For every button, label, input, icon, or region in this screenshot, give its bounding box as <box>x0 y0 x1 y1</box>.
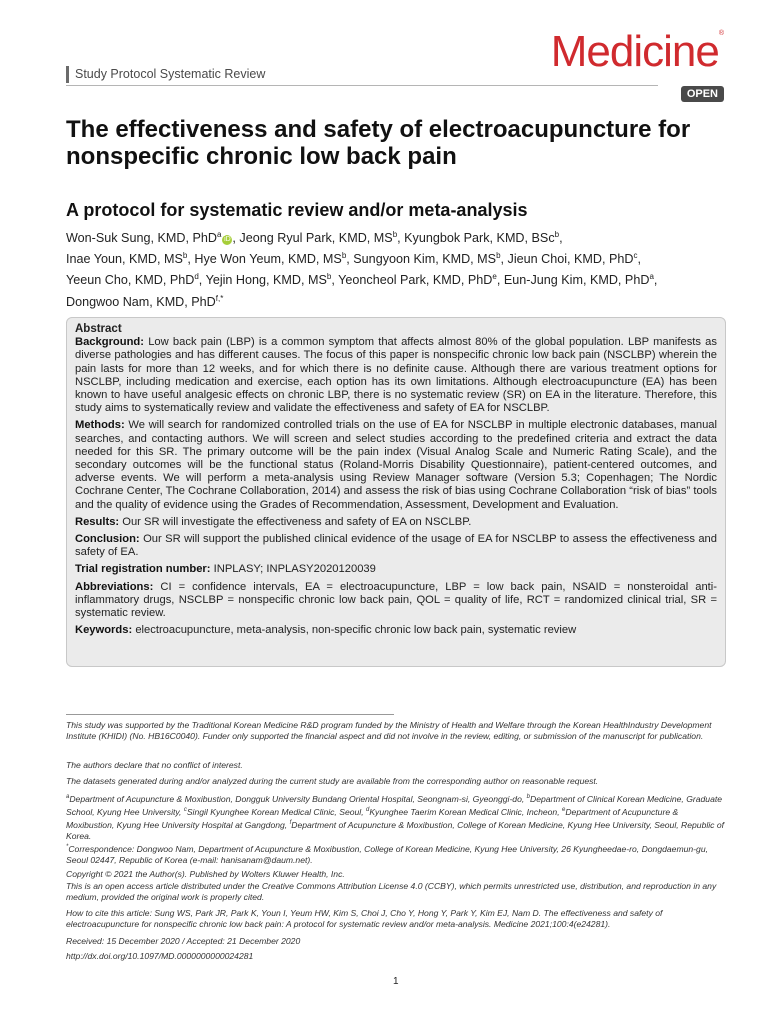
author-name: Won-Suk Sung, KMD, PhD <box>66 231 217 246</box>
author-affiliation: b <box>554 230 560 239</box>
results-text: Our SR will investigate the effectiveness and safety of EA on NSCLBP. <box>122 515 472 528</box>
abstract-methods <box>75 419 717 511</box>
page-number: 1 <box>393 976 399 987</box>
author-affiliation: a <box>649 272 654 282</box>
article-title: The effectiveness and safety of electroacupuncture for nonspecific chronic low back pain <box>66 116 691 170</box>
footnote-rule <box>66 714 394 715</box>
author-affiliation: b <box>182 251 188 261</box>
registered-mark: ® <box>718 30 724 37</box>
affiliation-text: Department of Acupuncture & Moxibustion, Kyung Hee University Hospital at Gangdong, <box>66 807 679 831</box>
author-affiliation: c <box>633 251 638 261</box>
conclusion-label: Conclusion: <box>75 533 140 546</box>
abstract-trial <box>75 563 717 576</box>
funding-note: This study was supported by the Traditional Korean Medicine R&D program funded by the Ministry of Health and Welfare through the Korean HealthIndustry Development Institute (KHIDI) (No. HB16C0040). Funder only supported the financial aspect and did not involve in the review, editing, or submission of the manuscript for publication. <box>66 720 712 742</box>
journal-name: Medicine <box>550 27 719 76</box>
journal-logo <box>550 27 724 102</box>
affiliation-text: Kyunghee Taerim Korean Medical Clinic, Incheon, <box>369 807 562 818</box>
citation-note: How to cite this article: Sung WS, Park JR, Park K, Youn I, Yeum HW, Kim S, Choi J, Cho Y, Hong Y, Park Y, Kim EJ, Nam D. The effectiveness and safety of electroacupuncture for nonspecific chronic low back pain: A protocol for systematic review and/or meta-analysis. Medicine 2021;100:4(e24281). <box>66 908 663 930</box>
author-name: Yeeun Cho, KMD, PhD <box>66 273 195 288</box>
section-label: Study Protocol Systematic Review <box>75 67 266 81</box>
dates-note: Received: 15 December 2020 / Accepted: 21 December 2020 <box>66 936 301 946</box>
affiliation-marker: b <box>526 794 530 800</box>
abstract-conclusion <box>75 533 717 559</box>
doi-link[interactable]: http://dx.doi.org/10.1097/MD.0000000000024281 <box>66 951 254 961</box>
author-affiliation: b <box>341 251 347 261</box>
affiliation-marker: f <box>289 820 292 827</box>
author-affiliation: b <box>496 251 501 261</box>
correspondence-text: Correspondence: Dongwoo Nam, Department of Acupuncture & Moxibustion, College of Korean Medicine, Kyung Hee University, 26 Kyungheedae-ro, Dongdaemun-gu, Seoul 02447, Republic of Korea (e-mail: hanisanam@daum.net). <box>66 843 708 866</box>
affiliation-text: Singil Kyunghee Korean Medical Clinic, Seoul, <box>186 807 366 818</box>
conflict-note: The authors declare that no conflict of interest. <box>66 760 243 770</box>
abstract-box <box>66 317 726 667</box>
abstract-heading: Abstract <box>75 323 122 335</box>
author-list: Won-Suk Sung, KMD, PhD$^a$iD , Jeong Ryul Park, KMD, $MS^b$, Kyungbok Park, KMD, BSc$^b$, Inae Youn, KMD, $MS^b$, Hye Won Yeum, KMD, $MS^b$, Sungyoon Kim, KMD, $MS^b$, Jieun Choi, KMD, PhD$^c$, Yeeun Cho, KMD, PhD$^d$, Yejin Hong, KMD, $MS^b$, Yeoncheol Park, KMD, PhD$^e$, Eun-Jung Kim, KMD, PhD$^a$, Dongwoo Nam, KMD, PhD$^{f,*}$ <box>66 230 658 309</box>
author-name: Jeong Ryul Park, KMD, MS <box>239 231 393 246</box>
section-tag <box>66 66 265 82</box>
methods-text: We will search for randomized controlled trials on the use of EA for NSCLBP in multiple electronic databases, manual searches, and contacting authors. We will screen and select studies according to the predefined criteria and extract the data needed for this SR. The primary outcome will be the pain index (Visual Analog Scale and Numeric Rating Scale), and the secondary outcomes will be the functional status (Roland-Morris Disability Questionnaire), patient-centered outcomes, and adverse events. We will perform a meta-analysis using Review Manager software (Version 5.3; Copenhagen; The Nordic Cochrane Center, The Cochrane Collaboration, 2014) and assess the risk of bias using Cochrane Collaboration “risk of bias” tools and the quality of evidence using the Grades of Recommendation, Assessment, Development and Evaluation. <box>75 419 718 511</box>
abbreviations-text: CI = confidence intervals, EA = electroacupuncture, LBP = low back pain, NSAID = nonsteroidal anti-inflammatory drugs, NSCLBP = nonspecific chronic low back pain, QOL = quality of life, RCT = randomized clinical trial, SR = systematic review. <box>75 580 718 620</box>
affiliation-marker: a <box>66 794 70 800</box>
results-label: Results: <box>75 515 120 528</box>
orcid-icon[interactable]: iD <box>224 236 231 244</box>
affiliation-text: Department of Clinical Korean Medicine, Graduate School, Kyung Hee University, <box>66 793 723 818</box>
author-name: Sungyoon Kim, KMD, MS <box>353 252 497 267</box>
conclusion-text: Our SR will support the published clinical evidence of the usage of EA for NSCLBP to assess the effectiveness and safety of EA. <box>75 533 717 559</box>
license-note: This is an open access article distributed under the Creative Commons Attribution License 4.0 (CCBY), which permits unrestricted use, distribution, and reproduction in any medium, provided the original work is properly cited. <box>66 881 717 903</box>
author-name: Yejin Hong, KMD, MS <box>205 273 327 288</box>
article-subtitle: A protocol for systematic review and/or meta-analysis <box>66 200 528 220</box>
author-name: Jieun Choi, KMD, PhD <box>507 252 634 267</box>
affiliation-marker: e <box>561 807 566 814</box>
author-name: Eun-Jung Kim, KMD, PhD <box>503 273 650 288</box>
author-affiliation: d <box>194 272 199 282</box>
affiliation-text: Department of Acupuncture & Moxibustion, College of Korean Medicine, Kyung Hee University, Seoul, Republic of Korea. <box>66 820 725 842</box>
trial-text: INPLASY; INPLASY2020120039 <box>213 563 376 576</box>
background-label: Background: <box>75 336 144 349</box>
affiliations-note <box>66 792 726 843</box>
correspondence-note <box>66 842 726 866</box>
affiliation-text: Department of Acupuncture & Moxibustion, Dongguk University Bundang Oriental Hospital, Seongnam-si, Gyeonggi-do, <box>69 793 527 804</box>
author-affiliation: b <box>326 272 332 282</box>
abstract-abbreviations <box>75 581 717 621</box>
author-name: Inae Youn, KMD, MS <box>66 252 183 267</box>
data-availability-note: The datasets generated during and/or analyzed during the current study are available from the corresponding author on reasonable request. <box>66 776 599 786</box>
keywords-label: Keywords: <box>75 624 133 637</box>
background-text: Low back pain (LBP) is a common symptom that affects almost 80% of the global population. LBP manifests as diverse pathologies and has different causes. The focus of this paper is nonspecific chronic low back pain (NSCLBP) wherein the pain lasts for more than 12 weeks, and for which there is no definite cause. Although there are various treatment options for NSCLBP, including medication and exercise, each option has its own limitations. Although electroacupuncture (EA) has been known to have useful analgesic effects on chronic LBP, there is no systematic review (SR) on EA in the literature. Therefore, this study aims to systematically review and validate the effectiveness and safety of EA for NSCLBP. <box>75 336 717 415</box>
author-name: Hye Won Yeum, KMD, MS <box>194 252 342 267</box>
affiliation-marker: c <box>183 807 187 814</box>
author-affiliation: f,* <box>215 293 224 303</box>
copyright-note: Copyright © 2021 the Author(s). Published by Wolters Kluwer Health, Inc. <box>66 869 345 879</box>
abstract-results <box>75 516 717 529</box>
abbreviations-label: Abbreviations: <box>75 580 154 593</box>
author-name: Dongwoo Nam, KMD, PhD <box>66 294 216 309</box>
abstract-keywords <box>75 624 717 637</box>
trial-label: Trial registration number: <box>75 563 211 576</box>
keywords-text: electroacupuncture, meta-analysis, non-specific chronic low back pain, systematic review <box>135 624 577 637</box>
author-affiliation: b <box>392 230 398 239</box>
section-bar <box>66 66 69 83</box>
correspondence-marker: * <box>66 844 69 850</box>
author-name: Kyungbok Park, KMD, BSc <box>404 231 555 246</box>
methods-label: Methods: <box>75 419 125 432</box>
abstract-background <box>75 336 717 415</box>
open-access-badge: OPEN <box>681 86 724 102</box>
author-affiliation: e <box>492 272 497 282</box>
author-affiliation: a <box>216 230 222 239</box>
author-name: Yeoncheol Park, KMD, PhD <box>338 273 493 288</box>
affiliation-marker: d <box>365 807 370 814</box>
